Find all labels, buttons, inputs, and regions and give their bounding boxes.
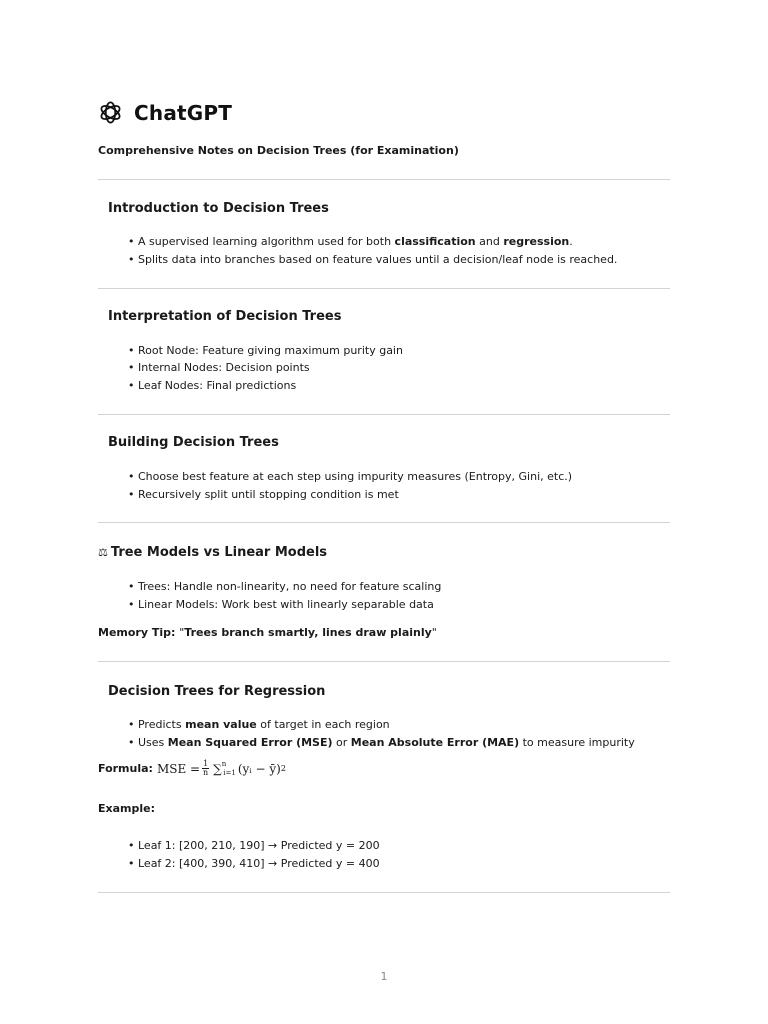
document-subtitle: Comprehensive Notes on Decision Trees (for Examination) (98, 144, 459, 157)
example-label: Example: (98, 802, 155, 815)
divider (98, 414, 670, 415)
list-item: • Root Node: Feature giving maximum purity gain (128, 344, 403, 357)
list-item: • A supervised learning algorithm used for both classification and regression. (128, 235, 573, 248)
list-item: • Internal Nodes: Decision points (128, 361, 310, 374)
memory-tip: Memory Tip: "Trees branch smartly, lines draw plainly" (98, 626, 437, 639)
list-item: • Choose best feature at each step using impurity measures (Entropy, Gini, etc.) (128, 470, 573, 483)
list-item: • Leaf 2: [400, 390, 410] → Predicted y = 400 (128, 857, 380, 870)
section-title-regression: Decision Trees for Regression (108, 684, 326, 699)
divider (98, 892, 670, 893)
divider (98, 288, 670, 289)
section-title-introduction: Introduction to Decision Trees (108, 201, 329, 216)
divider (98, 522, 670, 523)
section-title-building: Building Decision Trees (108, 435, 279, 450)
section-title-interpretation: Interpretation of Decision Trees (108, 309, 342, 324)
formula-math: MSE = $\frac{1}{n}$ ∑ n i=1 (yᵢ − ȳ) 2 (156, 759, 286, 777)
section-title-tree-vs-linear: ⚖ Tree Models vs Linear Models (98, 545, 328, 560)
mse-formula (98, 760, 286, 777)
brand-name: ChatGPT (134, 100, 233, 125)
divider (98, 179, 670, 180)
openai-logo-icon (97, 99, 124, 126)
brand-logo (97, 99, 232, 126)
summation: ∑ n i=1 (213, 759, 236, 777)
fraction: $\frac{1}{n}$ (203, 759, 209, 777)
list-item: • Leaf 1: [200, 210, 190] → Predicted y = 200 (128, 839, 380, 852)
list-item: • Uses Mean Squared Error (MSE) or Mean Absolute Error (MAE) to measure impurity (128, 736, 635, 749)
list-item: • Recursively split until stopping condition is met (128, 488, 399, 501)
list-item: • Splits data into branches based on feature values until a decision/leaf node is reached. (128, 253, 618, 266)
page-number: 1 (380, 970, 388, 983)
divider (98, 661, 670, 662)
list-item: • Trees: Handle non-linearity, no need for feature scaling (128, 580, 442, 593)
list-item: • Predicts mean value of target in each region (128, 718, 390, 731)
formula-label: Formula: (98, 762, 153, 775)
list-item: • Linear Models: Work best with linearly separable data (128, 598, 434, 611)
balance-scale-icon: ⚖ (98, 546, 108, 559)
list-item: • Leaf Nodes: Final predictions (128, 379, 297, 392)
